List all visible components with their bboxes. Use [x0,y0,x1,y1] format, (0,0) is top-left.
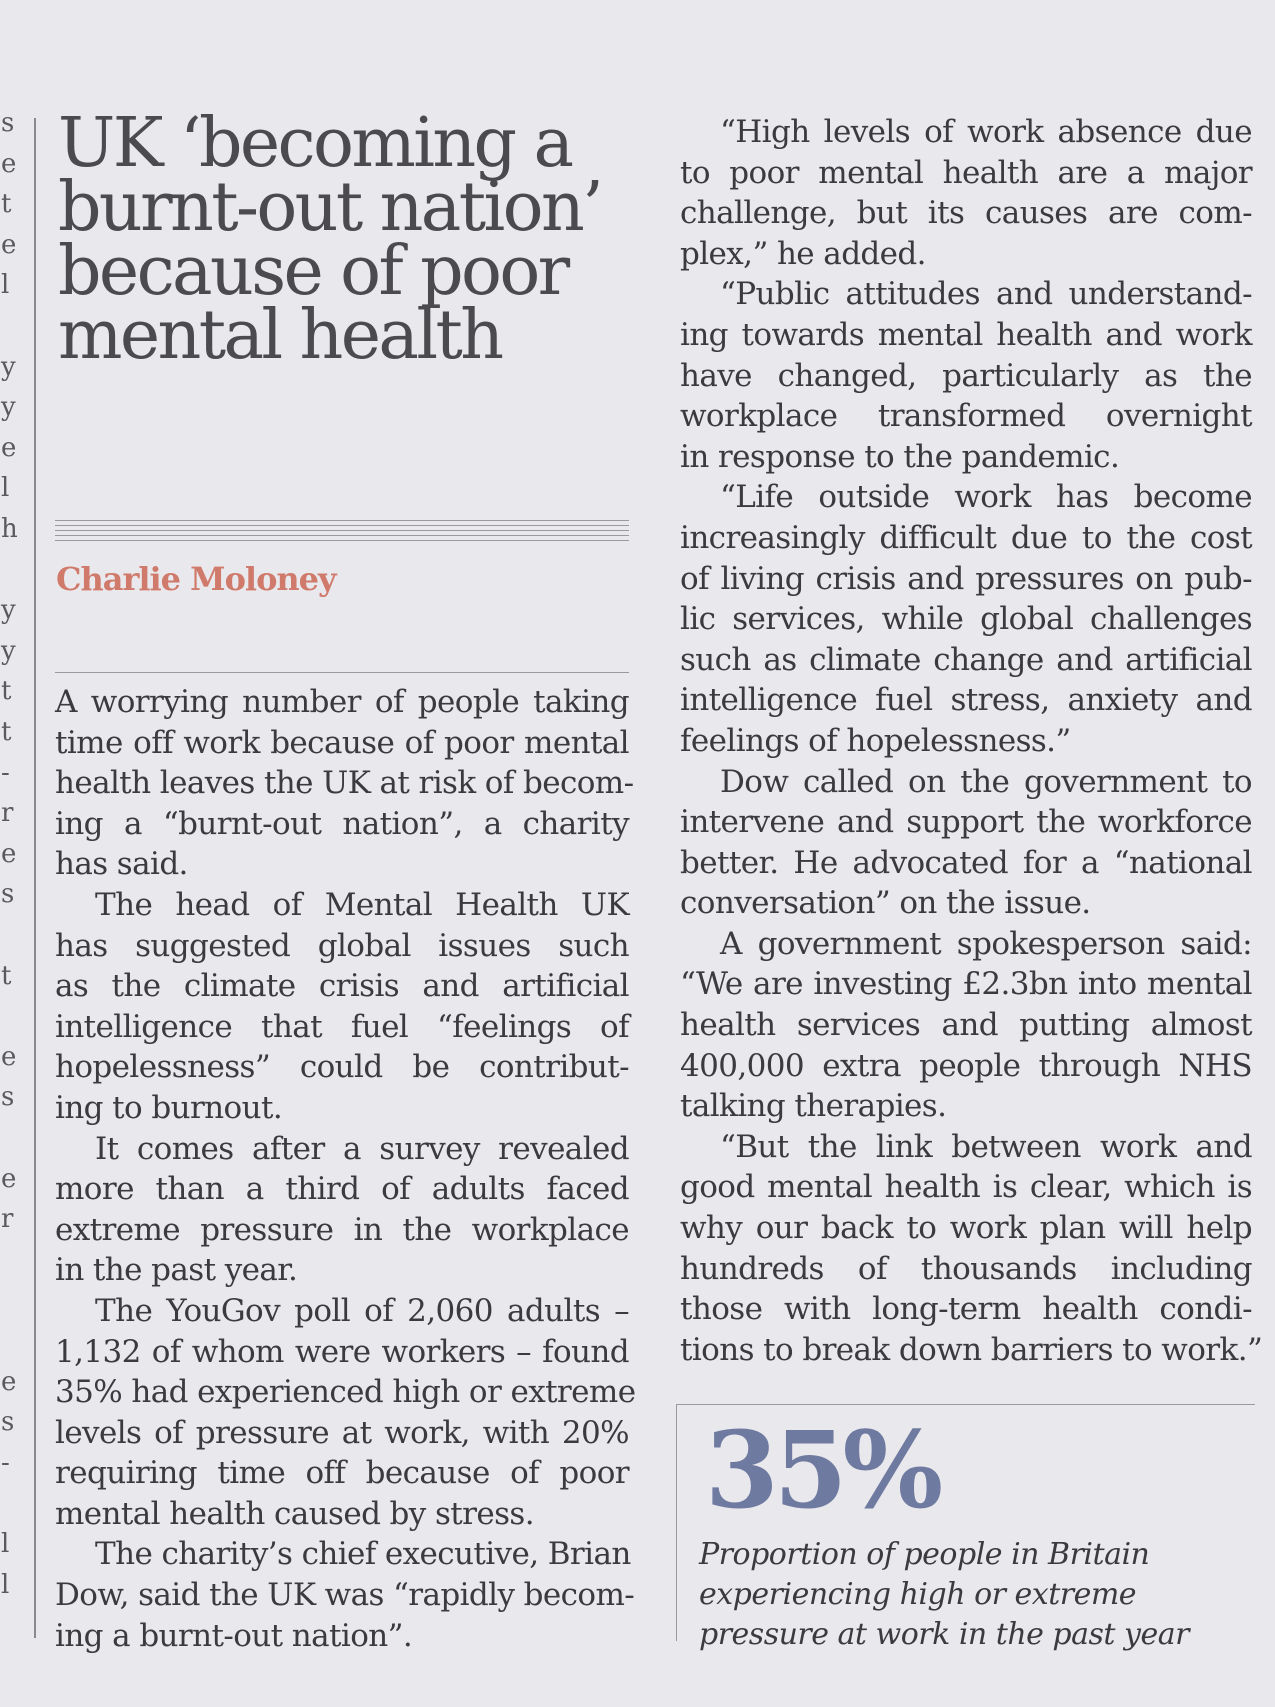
body-column-2 [680,112,1263,1370]
previous-column-letter: y [1,595,16,626]
pull-quote-box [676,1404,1255,1652]
previous-column-letter: l [1,270,10,301]
previous-column-letter: t [1,676,12,707]
previous-column-letter: y [1,392,16,423]
article-text-line: as the climate crisis and artificial [55,968,629,1005]
previous-column-letter: r [1,1204,14,1235]
article-text-line: hundreds of thousands including [680,1250,1252,1287]
article-text-line: in the past year. [55,1252,298,1289]
article-text-line: better. He advocated for a “national [680,844,1252,881]
article-text-line: those with long-term health condi- [680,1291,1252,1328]
article-text-line: ing towards mental health and work [680,316,1252,353]
previous-column-letter: e [1,838,17,869]
article-text-line: conversation” on the issue. [680,885,1091,922]
article-text-line: 400,000 extra people through NHS [680,1047,1252,1084]
article-text-line: Dow, said the UK was “rapidly becom- [55,1577,635,1614]
article-text-line: to poor mental health are a major [680,154,1252,191]
previous-column-letter: l [1,473,10,504]
article-text-line: A worrying number of people taking [55,684,629,720]
article-text-line: why our back to work plan will help [680,1210,1252,1247]
article-text-line: intelligence fuel stress, anxiety and [680,682,1252,719]
article-text-line: health leaves the UK at risk of becom- [55,765,634,802]
pull-quote-figure: 35% [705,1407,939,1532]
previous-column-letter: t [1,960,12,991]
article-text-line: extreme pressure in the workplace [55,1211,629,1248]
pull-quote-caption-line: pressure at work in the past year [699,1617,1189,1652]
article-text-line: “High levels of work absence due [720,114,1252,150]
headline-line: mental health [58,296,502,375]
article-text-line: “Life outside work has become [720,479,1252,516]
previous-column-letter: t [1,189,12,220]
previous-column-letter: e [1,1366,17,1397]
previous-column-letter: l [1,1569,10,1600]
article-text-line: has suggested global issues such [55,927,629,964]
byline-rule [55,672,629,673]
previous-column-letter: h [1,514,18,544]
headline-line: UK ‘becoming a [58,104,572,183]
pull-quote-caption-line: Proportion of people in Britain [699,1537,1150,1572]
article-text-line: The YouGov poll of 2,060 adults – [95,1292,629,1329]
previous-column-letter: y [1,635,16,666]
article-text-line: “Public attitudes and understand- [720,276,1252,313]
previous-column-letter: e [1,432,17,463]
article-text-line: Dow called on the government to [720,763,1252,800]
previous-column-fragment [0,110,16,1610]
previous-column-letter: t [1,717,12,747]
article-text-line: ing to burnout. [55,1089,283,1126]
article-text-line: such as climate change and artificial [680,641,1252,678]
article-text-line: The charity’s chief executive, Brian [95,1536,631,1573]
previous-column-letter: - [1,757,10,788]
headline-line: burnt-out nation’ [58,168,602,247]
previous-column-letter: s [1,879,15,910]
article-text-line: has said. [55,846,188,883]
article-text-line: “But the link between work and [720,1128,1252,1165]
article-text-line: of living crisis and pressures on pub- [680,560,1252,597]
article-text-line: have changed, particularly as the [680,357,1252,394]
previous-column-letter: - [1,1447,10,1478]
article-text-line: increasingly difficult due to the cost [680,519,1252,556]
previous-column-letter: l [1,1529,10,1559]
previous-column-letter: s [1,108,15,138]
article-text-line: health services and putting almost [680,1007,1252,1044]
headline-rules [55,520,629,544]
article-text-line: feelings of hopelessness.” [680,722,1071,759]
previous-column-letter: e [1,1041,17,1072]
article-text-line: more than a third of adults faced [55,1171,629,1208]
article-text-line: hopelessness” could be contribut- [55,1049,629,1086]
pull-quote-caption-line: experiencing high or extreme [699,1577,1137,1612]
article-text-line: It comes after a survey revealed [95,1130,629,1167]
article-text-line: intervene and support the workforce [680,804,1252,841]
previous-column-letter: y [1,351,16,382]
article-text-line: ing a burnt-out nation”. [55,1617,413,1654]
previous-column-letter: s [1,1407,15,1438]
article-text-line: mental health caused by stress. [55,1495,534,1532]
article-text-line: levels of pressure at work, with 20% [55,1414,629,1451]
article-text-line: ing a “burnt-out nation”, a charity [55,805,629,842]
article-text-line: time off work because of poor mental [55,724,629,761]
previous-column-letter: r [1,798,14,829]
article-text-line: 35% had experienced high or extreme [55,1374,636,1411]
article-text-line: good mental health is clear, which is [680,1169,1252,1206]
article-text-line: plex,” he added. [680,235,926,272]
article-text-line: The head of Mental Health UK [95,886,629,923]
headline-line: because of poor [58,232,568,311]
article-text-line: challenge, but its causes are com- [680,195,1252,232]
article-text-line: tions to break down barriers to work.” [680,1331,1263,1368]
article-text-line: “We are investing £2.3bn into mental [680,966,1252,1003]
article-text-line: in response to the pandemic. [680,438,1120,475]
previous-column-letter: s [1,1082,15,1113]
previous-column-letter: e [1,148,17,179]
article-text-line: A government spokesperson said: [720,925,1252,962]
article-text-line: talking therapies. [680,1088,947,1125]
article-text-line: lic services, while global challenges [680,601,1252,638]
previous-column-letter: e [1,229,17,260]
pull-quote-caption [699,1535,1239,1655]
article-text-line: requiring time off because of poor [55,1455,629,1492]
headline [58,104,648,375]
article-text-line: workplace transformed overnight [680,398,1252,435]
previous-column-letter: e [1,1163,17,1194]
column-divider [34,118,36,1638]
article-text-line: intelligence that fuel “feelings of [55,1008,629,1045]
body-column-1 [55,682,636,1656]
article-text-line: 1,132 of whom were workers – found [55,1333,629,1370]
byline: Charlie Moloney [56,560,336,598]
